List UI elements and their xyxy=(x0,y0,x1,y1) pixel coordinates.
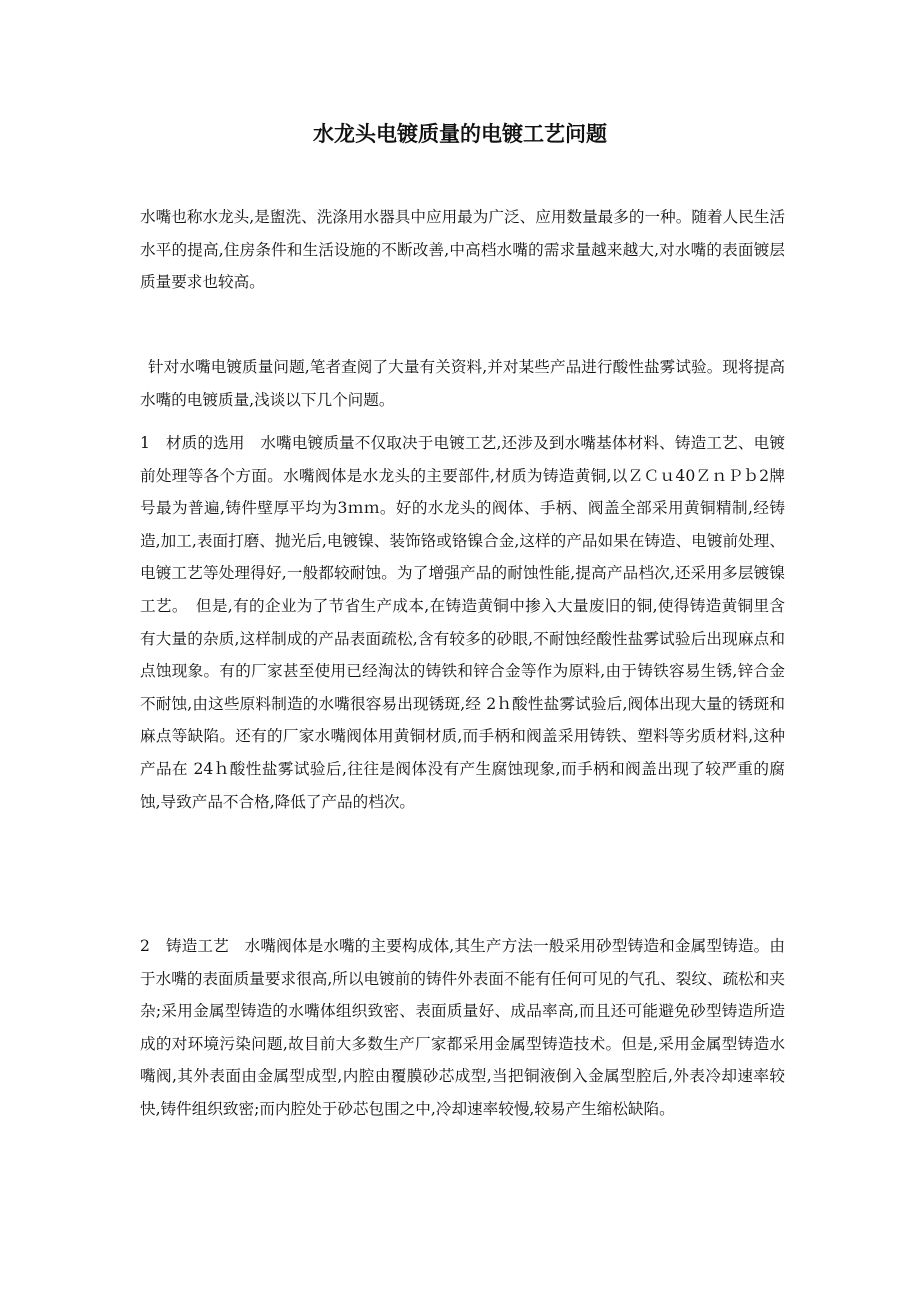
paragraph-intro: 水嘴也称水龙头,是盥洗、洗涤用水器具中应用最为广泛、应用数量最多的一种。随着人民生活水平的提高,住房条件和生活设施的不断改善,中高档水嘴的需求量越来越大,对水嘴的表面镀层质量要求也较高。 xyxy=(140,208,785,292)
paragraph-section-2-casting: 2 铸造工艺 水嘴阀体是水嘴的主要构成体,其生产方法一般采用砂型铸造和金属型铸造。由于水嘴的表面质量要求很高,所以电镀前的铸件外表面不能有任何可见的气孔、裂纹、疏松和夹杂;采用金属型铸造的水嘴体组织致密、表面质量好、成品率高,而且还可能避免砂型铸造所造成的对环境污染问题,故目前大多数生产厂家都采用金属型铸造技术。但是,采用金属型铸造水嘴阀,其外表面由金属型成型,内腔由覆膜砂芯成型,当把铜液倒入金属型腔后,外表冷却速率较快,铸件组织致密;而内腔处于砂芯包围之中,冷却速率较慢,较易产生缩松缺陷。 xyxy=(140,937,785,1118)
paragraph-preface: 针对水嘴电镀质量问题,笔者查阅了大量有关资料,并对某些产品进行酸性盐雾试验。现将提高水嘴的电镀质量,浅谈以下几个问题。 xyxy=(140,358,785,409)
paragraph-section-1-material: 1 材质的选用 水嘴电镀质量不仅取决于电镀工艺,还涉及到水嘴基体材料、铸造工艺、电镀前处理等各个方面。水嘴阀体是水龙头的主要部件,材质为铸造黄铜,以ＺＣｕ40ＺｎＰｂ2牌号最为普遍,铸件壁厚平均为3ｍｍ。好的水龙头的阀体、手柄、阀盖全部采用黄铜精制,经铸造,加工,表面打磨、抛光后,电镀镍、装饰铬或铬镍合金,这样的产品如果在铸造、电镀前处理、电镀工艺等处理得好,一般都较耐蚀。为了增强产品的耐蚀性能,提高产品档次,还采用多层镀镍工艺。 但是,有的企业为了节省生产成本,在铸造黄铜中掺入大量废旧的铜,使得铸造黄铜里含有大量的杂质,这样制成的产品表面疏松,含有较多的砂眼,不耐蚀经酸性盐雾试验后出现麻点和点蚀现象。有的厂家甚至使用已经淘汰的铸铁和锌合金等作为原料,由于铸铁容易生锈,锌合金不耐蚀,由这些原料制造的水嘴很容易出现锈斑,经 2ｈ酸性盐雾试验后,阀体出现大量的锈斑和麻点等缺陷。还有的厂家水嘴阀体用黄铜材质,而手柄和阀盖采用铸铁、塑料等劣质材料,这种产品在 24ｈ酸性盐雾试验后,往往是阀体没有产生腐蚀现象,而手柄和阀盖出现了较严重的腐蚀,导致产品不合格,降低了产品的档次。 xyxy=(140,434,785,811)
document-title: 水龙头电镀质量的电镀工艺问题 xyxy=(313,122,607,146)
